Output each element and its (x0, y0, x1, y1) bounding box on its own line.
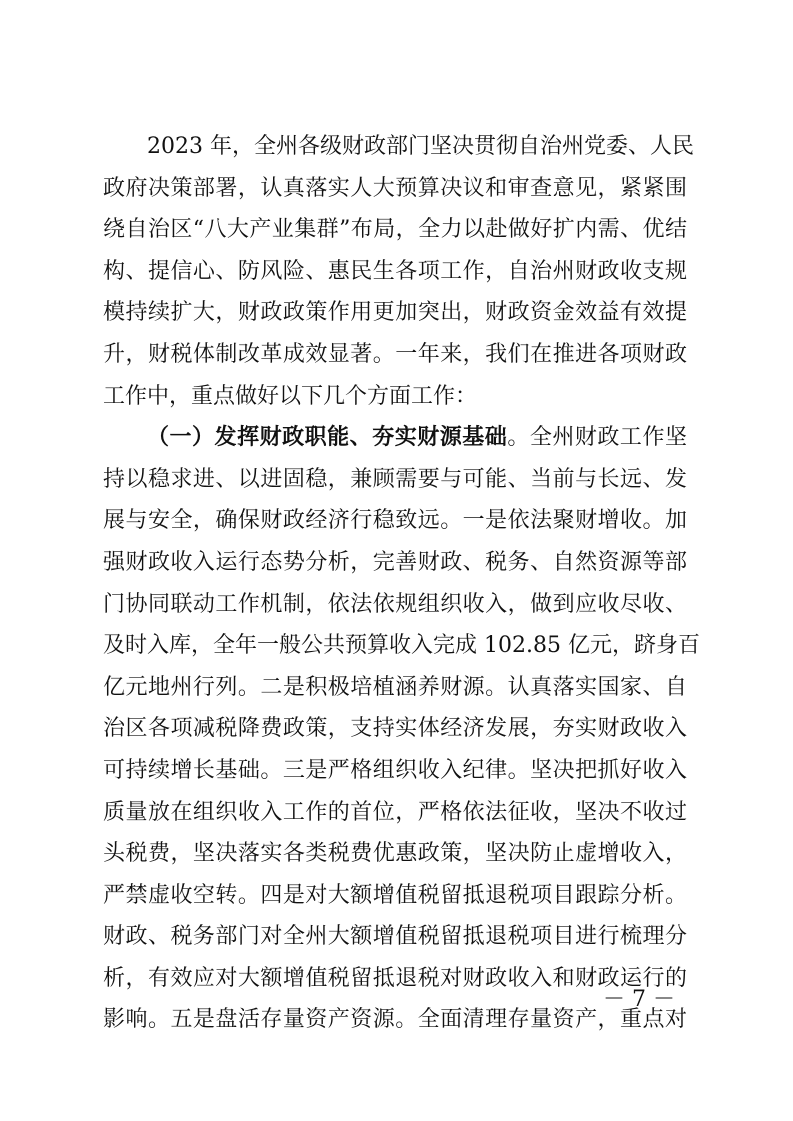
paragraph-intro (103, 126, 694, 417)
text-line: 析，有效应对大额增值税留抵退税对财政收入和财政运行的 (103, 965, 687, 991)
text-line: 治区各项减税降费政策，支持实体经济发展，夯实财政收入 (103, 716, 687, 742)
text-line: 影响。五是盘活存量资产资源。全面清理存量资产，重点对 (103, 1007, 687, 1033)
text-line: 持以稳求进、以进固稳，兼顾需要与可能、当前与长远、发 (103, 466, 687, 492)
text-line: 财政、税务部门对全州大额增值税留抵退税项目进行梳理分 (103, 924, 687, 950)
text-line: 绕自治区“八大产业集群”布局，全力以赴做好扩内需、优结 (103, 217, 687, 243)
body-text (103, 126, 700, 1041)
text-line: 及时入库，全年一般公共预算收入完成 102.85 亿元，跻身百 (103, 633, 700, 659)
text-line: 质量放在组织收入工作的首位，严格依法征收，坚决不收过 (103, 799, 687, 825)
text-line: 工作中，重点做好以下几个方面工作： (103, 383, 478, 409)
text-line: 门协同联动工作机制，依法依规组织收入，做到应收尽收、 (103, 591, 687, 617)
page-number: － 7 － (603, 987, 675, 1012)
text-line: 模持续扩大，财政政策作用更加突出，财政资金效益有效提 (103, 300, 687, 326)
paragraph-section-one (103, 417, 700, 1041)
text-line: 政府决策部署，认真落实人大预算决议和审查意见，紧紧围 (103, 175, 687, 201)
text-line: 展与安全，确保财政经济行稳致远。一是依法聚财增收。加 (103, 508, 687, 534)
text-line (103, 417, 687, 459)
text-line: 头税费，坚决落实各类税费优惠政策，坚决防止虚增收入， (103, 841, 687, 867)
text-line: 构、提信心、防风险、惠民生各项工作，自治州财政收支规 (103, 258, 687, 284)
text-line: 亿元地州行列。二是积极培植涵养财源。认真落实国家、自 (103, 674, 687, 700)
text-line: 可持续增长基础。三是严格组织收入纪律。坚决把抓好收入 (103, 757, 687, 783)
section-heading: （一）发挥财政职能、夯实财源基础 (147, 424, 508, 451)
text-line: 强财政收入运行态势分析，完善财政、税务、自然资源等部 (103, 549, 687, 575)
text-line: 严禁虚收空转。四是对大额增值税留抵退税项目跟踪分析。 (103, 882, 687, 908)
heading-line-rest: 。全州财政工作坚 (507, 425, 687, 451)
text-line: 2023 年，全州各级财政部门坚决贯彻自治州党委、人民 (147, 134, 694, 159)
text-line: 升，财税体制改革成效显著。一年来，我们在推进各项财政 (103, 341, 687, 367)
